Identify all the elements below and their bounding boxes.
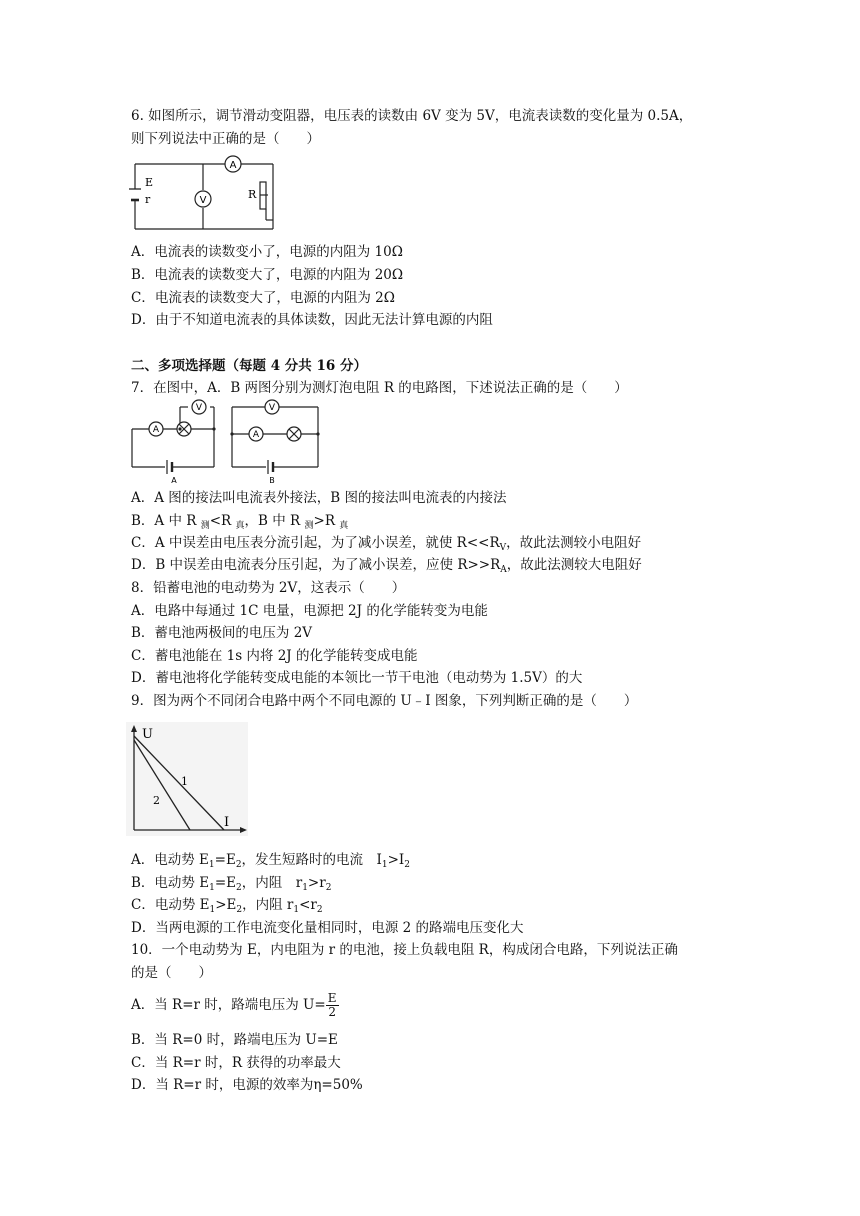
ammeter-label: A: [229, 160, 237, 171]
q6-stem-line2: 则下列说法中正确的是（ ）: [131, 131, 320, 147]
figB-voltmeter-label: V: [268, 403, 276, 413]
q9-option-d: D．当两电源的工作电流变化量相同时，电源 2 的路端电压变化大: [131, 920, 524, 936]
q9-option-b: B．电动势 $E_1=E_2$，内阻 $r_1>r_2$: [131, 875, 332, 893]
q7-circuit-figure: [128, 399, 324, 485]
q8-option-c: C．蓄电池能在 1s 内将 2J 的化学能转变成电能: [131, 648, 418, 664]
q10-stem-line2: 的是（ ）: [131, 965, 212, 981]
q9-option-a: A．电动势 $E_1=E_2$，发生短路时的电流 $I_1>I_2$: [131, 852, 411, 870]
q6-option-b: B．电流表的读数变大了，电源的内阻为 20Ω: [131, 267, 404, 283]
q6-option-c: C．电流表的读数变大了，电源的内阻为 2Ω: [131, 290, 395, 306]
section-2-title: 二、多项选择题（每题 4 分共 16 分）: [131, 358, 367, 374]
figure-A-caption: A: [171, 476, 177, 485]
figure-B-caption: B: [269, 476, 275, 485]
axis-label-U: U: [142, 727, 153, 742]
line-2-label: 2: [153, 794, 160, 807]
q6-stem-line1: 6. 如图所示，调节滑动变阻器，电压表的读数由 6V 变为 5V，电流表读数的变化量为 0.5A，: [131, 108, 693, 124]
q8-option-d: D．蓄电池将化学能转变成电能的本领比一节干电池（电动势为 1.5V）的大: [131, 670, 583, 686]
q8-option-a: A．电路中每通过 1C 电量，电源把 2J 的化学能转变为电能: [131, 603, 488, 619]
q6-option-a: A．电流表的读数变小了，电源的内阻为 10Ω: [131, 244, 403, 260]
label-r: r: [145, 193, 151, 206]
q9-option-c: C．电动势 $E_1>E_2$，内阻 $r_1<r_2$: [131, 897, 323, 915]
q10-option-d: D．当 R=r 时，电源的效率为η=50%: [131, 1077, 363, 1093]
q8-option-b: B．蓄电池两极间的电压为 2V: [131, 625, 313, 641]
q7-option-c: C．A 中误差由电压表分流引起，为了减小误差，就使 $R<<R_V$，故此法测较小电阻好: [131, 535, 642, 553]
q10-option-a: A．当 R=r 时，路端电压为 U= $\frac{E}{2}$: [131, 991, 337, 1019]
axis-label-I: I: [224, 815, 230, 830]
q6-option-d: D．由于不知道电流表的具体读数，因此无法计算电源的内阻: [131, 312, 493, 328]
q7-stem: 7．在图中，A．B 两图分别为测灯泡电阻 R 的电路图，下述说法正确的是（ ）: [131, 380, 628, 396]
figA-voltmeter-label: V: [195, 403, 203, 413]
q10-option-b: B．当 R=0 时，路端电压为 U=E: [131, 1032, 338, 1048]
figB-ammeter-label: A: [252, 430, 260, 440]
figA-ammeter-label: A: [152, 425, 160, 435]
q10-stem-line1: 10．一个电动势为 E，内电阻为 r 的电池，接上负载电阻 R，构成闭合电路，下列说法正确: [131, 942, 678, 958]
q7-option-d: D．B 中误差由电流表分压引起，为了减小误差，应使 $R>>R_A$，故此法测较大电阻好: [131, 557, 642, 575]
label-E: E: [145, 176, 154, 189]
q10-option-c: C．当 R=r 时，R 获得的功率最大: [131, 1055, 341, 1071]
voltmeter-label: V: [199, 195, 207, 206]
q7-option-b: B．A 中 R $_测$<R $_真$，B 中 R $_测$>R $_真$: [131, 513, 349, 531]
q9-stem: 9．图为两个不同闭合电路中两个不同电源的 U﹣I 图象，下列判断正确的是（ ）: [131, 693, 638, 709]
q8-stem: 8．铅蓄电池的电动势为 2V，这表示（ ）: [131, 580, 406, 596]
line-1-label: 1: [181, 775, 188, 788]
q6-circuit-figure: [128, 152, 280, 236]
q7-option-a: A．A 图的接法叫电流表外接法，B 图的接法叫电流表的内接法: [131, 490, 507, 506]
q9-ui-graph: [126, 722, 248, 836]
label-R: R: [248, 188, 257, 201]
fraction-e-over-2: $\frac{E}{2}$: [327, 991, 337, 1019]
